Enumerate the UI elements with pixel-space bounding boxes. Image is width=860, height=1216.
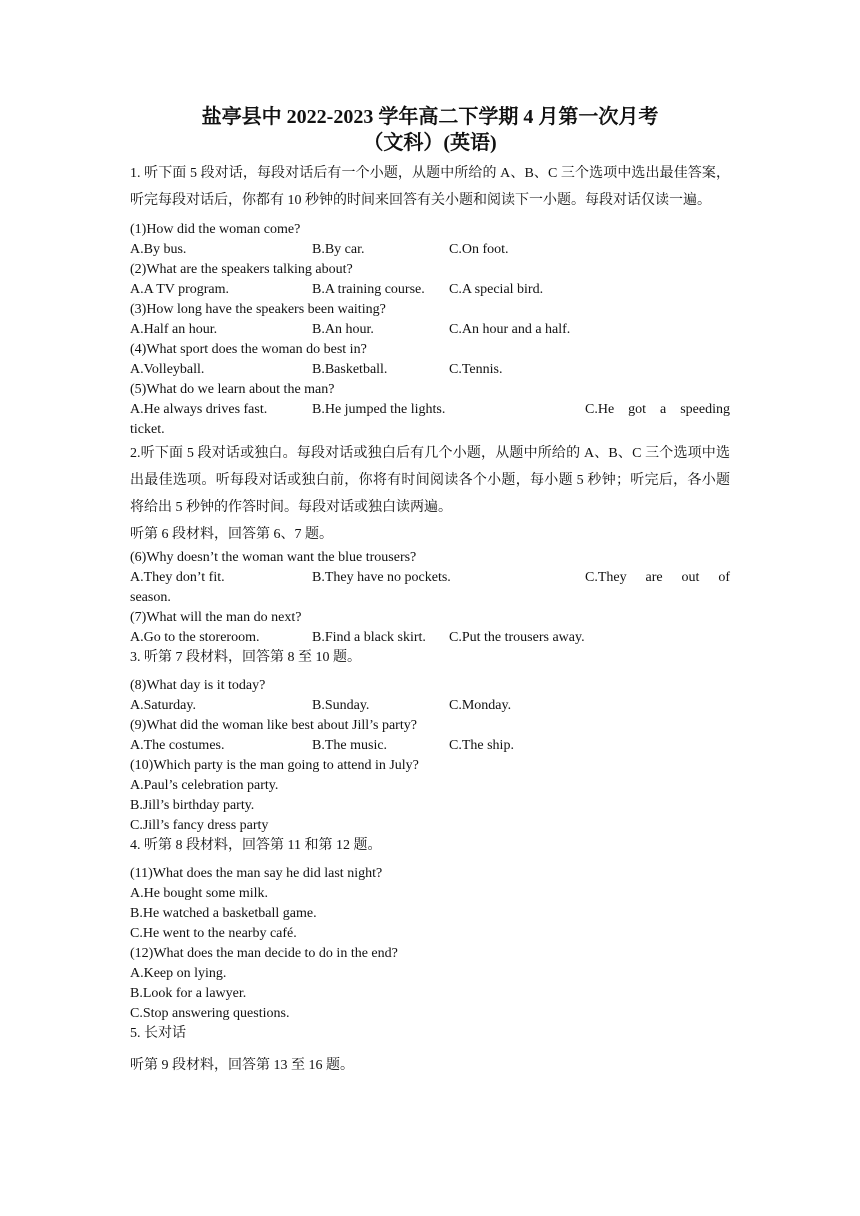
- option-c: C.The ship.: [449, 738, 514, 753]
- exam-title: 盐亭县中 2022-2023 学年高二下学期 4 月第一次月考: [201, 106, 659, 128]
- option-c: C.On foot.: [449, 242, 509, 257]
- question-3: (3)How long have the speakers been waiting?: [130, 302, 386, 317]
- option-c: C.Jill’s fancy dress party: [130, 818, 269, 833]
- option-b: B.He jumped the lights.: [312, 402, 446, 417]
- exam-subtitle: （文科）(英语): [363, 132, 497, 154]
- option-a: A.A TV program.: [130, 282, 230, 297]
- option-a: A.Paul’s celebration party.: [130, 778, 279, 793]
- option-c: C.Monday.: [449, 698, 512, 713]
- question-6-options: [130, 568, 730, 588]
- option-c: C.An hour and a half.: [449, 322, 571, 337]
- option-a: A.They don’t fit.: [130, 570, 225, 585]
- question-9: (9)What did the woman like best about Jill’s party?: [130, 718, 417, 733]
- question-10: (10)Which party is the man going to attend in July?: [130, 758, 419, 773]
- option-b: B.Find a black skirt.: [312, 630, 426, 645]
- option-c: C.Stop answering questions.: [130, 1006, 290, 1021]
- option-b: B.By car.: [312, 242, 365, 257]
- exam-page: [130, 104, 730, 1079]
- question-4: (4)What sport does the woman do best in?: [130, 342, 367, 357]
- question-7-options: [130, 628, 730, 648]
- option-b: B.They have no pockets.: [312, 570, 451, 585]
- part5-sub-intro: 听第 9 段材料，回答第 13 至 16 题。: [130, 1058, 354, 1073]
- part2-instructions: 2.听下面 5 段对话或独白。每段对话或独白后有几个小题，从题中所给的 A、B、C 三个选项中选出最佳选项。听每段对话或独白前，你将有时间阅读各个小题，每小题 5 秒钟；听完后，各小题将给出 5 秒钟的作答时间。每段对话或独白读两遍。: [130, 446, 730, 515]
- question-2-options: [130, 280, 730, 300]
- option-a: A.Half an hour.: [130, 322, 218, 337]
- question-7: (7)What will the man do next?: [130, 610, 302, 625]
- option-a: A.The costumes.: [130, 738, 225, 753]
- option-b: B.Look for a lawyer.: [130, 986, 247, 1001]
- question-12: (12)What does the man decide to do in the end?: [130, 946, 398, 961]
- option-c-continuation: season.: [130, 590, 171, 605]
- option-b: B.A training course.: [312, 282, 425, 297]
- option-a: A.He always drives fast.: [130, 402, 268, 417]
- option-c: C.Tennis.: [449, 362, 503, 377]
- option-a: A.By bus.: [130, 242, 187, 257]
- question-2: (2)What are the speakers talking about?: [130, 262, 353, 277]
- question-8: (8)What day is it today?: [130, 678, 266, 693]
- option-a: A.He bought some milk.: [130, 886, 269, 901]
- option-c: C.Put the trousers away.: [449, 630, 585, 645]
- option-a: A.Go to the storeroom.: [130, 630, 260, 645]
- option-a: A.Saturday.: [130, 698, 196, 713]
- option-c: C.A special bird.: [449, 282, 544, 297]
- option-a: A.Keep on lying.: [130, 966, 227, 981]
- option-b: B.Sunday.: [312, 698, 370, 713]
- option-c-continuation: ticket.: [130, 422, 165, 437]
- question-6: (6)Why doesn’t the woman want the blue trousers?: [130, 550, 417, 565]
- option-b: B.Basketball.: [312, 362, 388, 377]
- option-b: B.An hour.: [312, 322, 374, 337]
- part4-heading: 4. 听第 8 段材料，回答第 11 和第 12 题。: [130, 838, 382, 853]
- question-11: (11)What does the man say he did last night?: [130, 866, 383, 881]
- question-5: (5)What do we learn about the man?: [130, 382, 335, 397]
- option-b: B.The music.: [312, 738, 388, 753]
- part1-instructions: 1. 听下面 5 段对话，每段对话后有一个小题，从题中所给的 A、B、C 三个选项中选出最佳答案，听完每段对话后，你都有 10 秒钟的时间来回答有关小题和阅读下一小题。每段对话仅读一遍。: [130, 166, 730, 208]
- question-8-options: [130, 696, 730, 716]
- part2-sub-intro: 听第 6 段材料，回答第 6、7 题。: [130, 527, 333, 542]
- part3-heading: 3. 听第 7 段材料，回答第 8 至 10 题。: [130, 650, 361, 665]
- option-c: C.He went to the nearby café.: [130, 926, 297, 941]
- option-b: B.Jill’s birthday party.: [130, 798, 255, 813]
- option-c: C.They are out of: [585, 570, 730, 585]
- option-c: C.He got a speeding: [585, 402, 730, 417]
- question-1: (1)How did the woman come?: [130, 222, 301, 237]
- question-3-options: [130, 320, 730, 340]
- option-b: B.He watched a basketball game.: [130, 906, 317, 921]
- option-a: A.Volleyball.: [130, 362, 205, 377]
- question-4-options: [130, 360, 730, 380]
- part5-heading: 5. 长对话: [130, 1026, 186, 1041]
- question-5-options: [130, 400, 730, 420]
- question-9-options: [130, 736, 730, 756]
- question-1-options: [130, 240, 730, 260]
